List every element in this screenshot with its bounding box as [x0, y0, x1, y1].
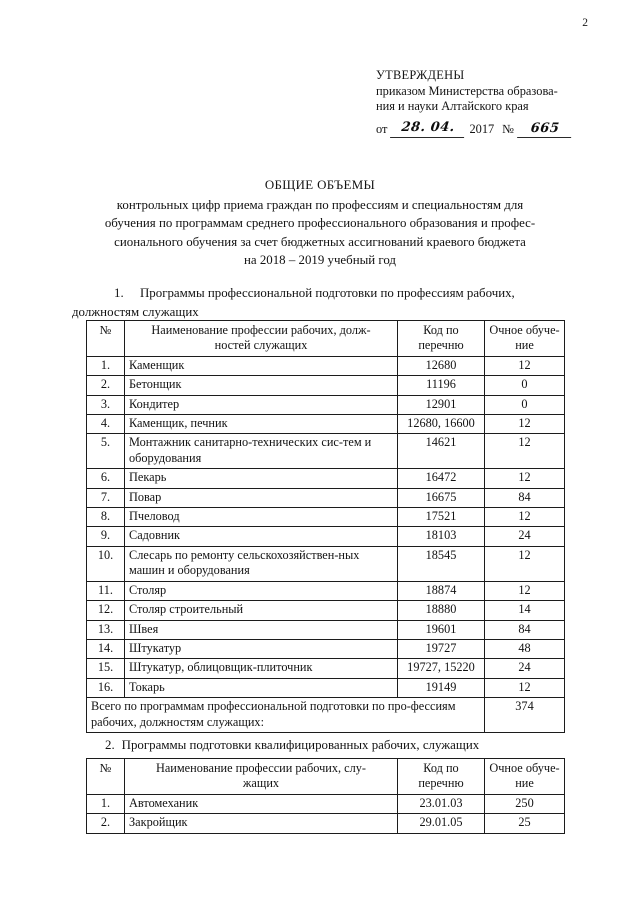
document-subtitle-line-1: контрольных цифр приема граждан по профессиям и специальностям для	[116, 197, 524, 212]
row-number: 7.	[87, 488, 125, 507]
row-number: 3.	[87, 395, 125, 414]
row-profession-name: Каменщик, печник	[125, 415, 398, 434]
header-name	[125, 321, 398, 357]
table-header-row	[87, 321, 565, 357]
row-number: 13.	[87, 620, 125, 639]
header-name-line-2: ностей служащих	[214, 338, 308, 353]
row-code: 16675	[398, 488, 485, 507]
row-number: 2.	[87, 376, 125, 395]
header-name-line-1: Наименование профессии рабочих, слу-	[155, 761, 367, 775]
section-1-number: 1.	[114, 286, 124, 300]
row-full-time-count: 24	[485, 659, 565, 678]
header-form-line-1: Очное обуче-	[489, 323, 560, 337]
document-title-block	[60, 176, 580, 270]
table-row	[87, 376, 565, 395]
row-code: 18545	[398, 546, 485, 581]
row-code: 12680, 16600	[398, 415, 485, 434]
section-heading-2	[105, 736, 575, 755]
row-profession-name: Кондитер	[125, 395, 398, 414]
header-form	[485, 759, 565, 795]
row-full-time-count: 12	[485, 678, 565, 697]
header-num: №	[87, 759, 125, 795]
section-1-text-line-2: должностям служащих	[72, 304, 199, 319]
approval-line-2: ния и науки Алтайского края	[376, 99, 529, 114]
row-number: 14.	[87, 639, 125, 658]
row-code: 12901	[398, 395, 485, 414]
row-full-time-count: 250	[485, 794, 565, 813]
row-full-time-count: 14	[485, 601, 565, 620]
section-2-text-line-1: Программы подготовки квалифицированных рабочих, служащих	[121, 738, 480, 752]
table-row	[87, 794, 565, 813]
row-full-time-count: 0	[485, 395, 565, 414]
row-profession-name: Автомеханик	[125, 794, 398, 813]
header-name-line-1: Наименование профессии рабочих, долж-	[151, 323, 371, 337]
row-code: 18103	[398, 527, 485, 546]
header-code	[398, 321, 485, 357]
row-code: 19727, 15220	[398, 659, 485, 678]
table-row	[87, 434, 565, 469]
row-profession-name: Каменщик	[125, 356, 398, 375]
row-profession-name: Токарь	[125, 678, 398, 697]
section-2-number: 2.	[105, 738, 115, 752]
row-code: 12680	[398, 356, 485, 375]
row-profession-name: Штукатур, облицовщик-плиточник	[125, 659, 398, 678]
row-full-time-count: 12	[485, 546, 565, 581]
header-code-line-1: Код по	[423, 761, 459, 775]
table-row	[87, 488, 565, 507]
header-form	[485, 321, 565, 357]
row-number: 11.	[87, 581, 125, 600]
row-profession-name: Столяр строительный	[125, 601, 398, 620]
row-number: 9.	[87, 527, 125, 546]
row-number: 1.	[87, 794, 125, 813]
approval-date-handwritten: 28. 04.	[391, 120, 467, 138]
row-number: 2.	[87, 814, 125, 833]
table-row	[87, 620, 565, 639]
section-1-text-line-1: Программы профессиональной подготовки по профессиям рабочих,	[140, 286, 515, 300]
number-symbol: №	[502, 121, 515, 136]
row-full-time-count: 12	[485, 581, 565, 600]
row-profession-name: Слесарь по ремонту сельскохозяйствен-ных машин и оборудования	[125, 546, 398, 581]
document-title: ОБЩИЕ ОБЪЕМЫ	[264, 178, 376, 192]
row-number: 1.	[87, 356, 125, 375]
approval-block	[376, 68, 626, 137]
table-row	[87, 546, 565, 581]
table-row	[87, 814, 565, 833]
row-profession-name: Монтажник санитарно-технических сис-тем и оборудования	[125, 434, 398, 469]
row-profession-name: Столяр	[125, 581, 398, 600]
header-name-line-2: жащих	[242, 776, 280, 791]
row-profession-name: Пчеловод	[125, 508, 398, 527]
table-row	[87, 469, 565, 488]
table-row	[87, 356, 565, 375]
approval-year: 2017	[469, 121, 495, 136]
row-code: 19727	[398, 639, 485, 658]
row-full-time-count: 12	[485, 415, 565, 434]
table-row	[87, 581, 565, 600]
header-code-line-2: перечню	[418, 776, 464, 791]
row-code: 14621	[398, 434, 485, 469]
header-form-line-1: Очное обуче-	[489, 761, 560, 775]
row-number: 6.	[87, 469, 125, 488]
row-code: 23.01.03	[398, 794, 485, 813]
row-code: 18880	[398, 601, 485, 620]
approval-number-handwritten: 665	[517, 121, 573, 138]
table-total-row	[87, 698, 565, 733]
row-number: 8.	[87, 508, 125, 527]
table-row	[87, 659, 565, 678]
header-code	[398, 759, 485, 795]
row-full-time-count: 12	[485, 469, 565, 488]
row-code: 16472	[398, 469, 485, 488]
total-value: 374	[485, 698, 565, 733]
row-code: 29.01.05	[398, 814, 485, 833]
professional-training-table	[86, 320, 565, 733]
row-full-time-count: 48	[485, 639, 565, 658]
row-full-time-count: 0	[485, 376, 565, 395]
row-profession-name: Бетонщик	[125, 376, 398, 395]
approval-title: УТВЕРЖДЕНЫ	[376, 68, 465, 82]
header-name	[125, 759, 398, 795]
table-row	[87, 508, 565, 527]
approval-date-label: от	[376, 121, 388, 136]
row-full-time-count: 25	[485, 814, 565, 833]
row-code: 19601	[398, 620, 485, 639]
table-row	[87, 601, 565, 620]
header-code-line-1: Код по	[423, 323, 459, 337]
header-num: №	[87, 321, 125, 357]
header-form-line-2: ние	[515, 776, 534, 791]
row-profession-name: Швея	[125, 620, 398, 639]
row-profession-name: Закройщик	[125, 814, 398, 833]
row-number: 10.	[87, 546, 125, 581]
header-form-line-2: ние	[515, 338, 534, 353]
row-code: 11196	[398, 376, 485, 395]
row-number: 15.	[87, 659, 125, 678]
row-full-time-count: 12	[485, 508, 565, 527]
approval-line-1: приказом Министерства образова-	[376, 83, 558, 98]
row-number: 12.	[87, 601, 125, 620]
table-row	[87, 678, 565, 697]
row-code: 18874	[398, 581, 485, 600]
document-subtitle-line-4: на 2018 – 2019 учебный год	[243, 253, 396, 268]
row-full-time-count: 24	[485, 527, 565, 546]
row-full-time-count: 12	[485, 356, 565, 375]
table-row	[87, 527, 565, 546]
page-number: 2	[582, 17, 588, 29]
document-subtitle-line-2: обучения по программам среднего профессионального образования и профес-	[104, 216, 536, 231]
row-full-time-count: 84	[485, 620, 565, 639]
table-row	[87, 395, 565, 414]
row-number: 4.	[87, 415, 125, 434]
table-row	[87, 639, 565, 658]
row-full-time-count: 84	[485, 488, 565, 507]
row-profession-name: Штукатур	[125, 639, 398, 658]
row-code: 17521	[398, 508, 485, 527]
table-row	[87, 415, 565, 434]
row-profession-name: Садовник	[125, 527, 398, 546]
row-profession-name: Пекарь	[125, 469, 398, 488]
document-subtitle-line-3: сионального обучения за счет бюджетных ассигнований краевого бюджета	[114, 234, 526, 249]
row-full-time-count: 12	[485, 434, 565, 469]
row-code: 19149	[398, 678, 485, 697]
approval-date-row	[376, 120, 626, 138]
row-number: 16.	[87, 678, 125, 697]
row-number: 5.	[87, 434, 125, 469]
table-header-row	[87, 759, 565, 795]
header-code-line-2: перечню	[418, 338, 464, 353]
section-heading-1	[72, 284, 582, 321]
total-label: Всего по программам профессиональной подготовки по про-фессиям рабочих, должностям служащих:	[87, 698, 485, 733]
row-profession-name: Повар	[125, 488, 398, 507]
qualified-workers-table	[86, 758, 565, 834]
